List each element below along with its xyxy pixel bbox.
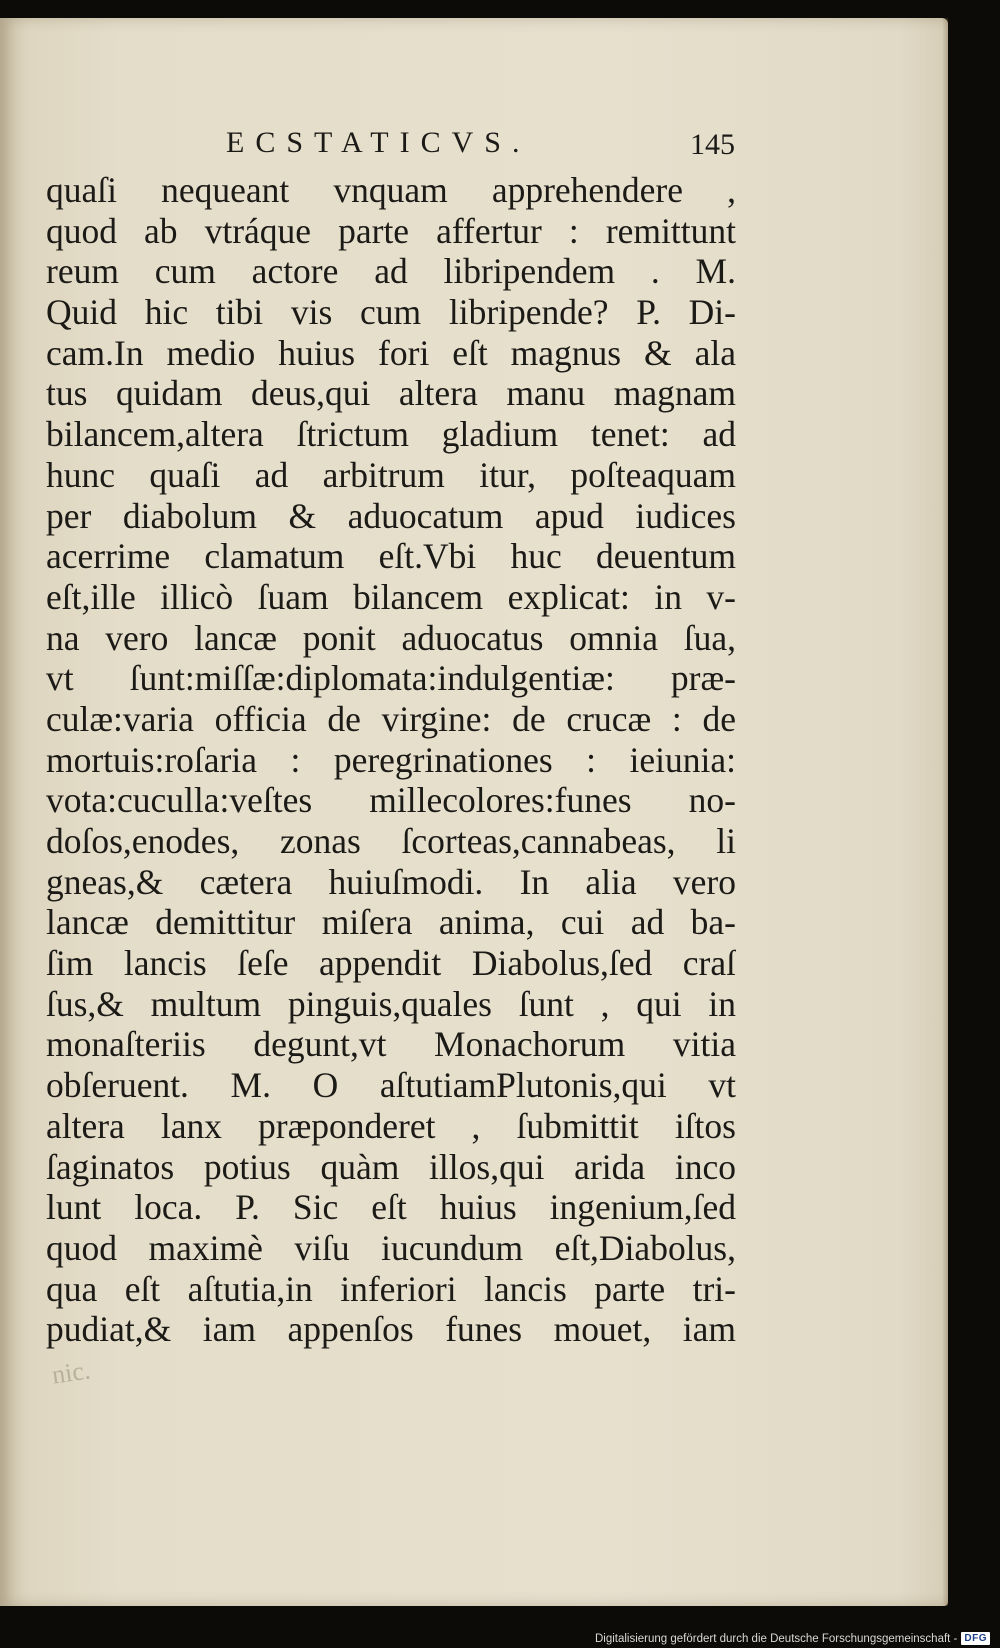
text-line: culæ:varia officia de virgine: de crucæ : de — [46, 698, 736, 739]
text-line: vt ſunt:miſſæ:diplomata:indulgentiæ: præ- — [46, 658, 736, 699]
text-line: monaſteriis degunt,vt Monachorum vitia — [46, 1024, 736, 1065]
text-line: per diabolum & aduocatum apud iudices — [46, 495, 736, 536]
text-line: altera lanx præponderet , ſubmittit iſtos — [46, 1105, 736, 1146]
text-line: pudiat,& iam appenſos funes mouet, iam — [46, 1309, 736, 1350]
text-line: obſeruent. M. O aſtutiamPlutonis,qui vt — [46, 1065, 736, 1106]
ink-offset-mark: nic. — [50, 1355, 93, 1390]
text-line: ſim lancis ſeſe appendit Diabolus,ſed craſ — [46, 943, 736, 984]
text-line: quod ab vtráque parte affertur : remittunt — [46, 210, 736, 251]
text-line: na vero lancæ ponit aduocatus omnia ſua, — [46, 617, 736, 658]
digitization-credit — [595, 1632, 990, 1645]
text-line: lunt loca. P. Sic eſt huius ingenium,ſed — [46, 1187, 736, 1228]
text-line: mortuis:roſaria : peregrinationes : ieiunia: — [46, 739, 736, 780]
text-line: cam.In medio huius fori eſt magnus & ala — [46, 332, 736, 373]
text-line: reum cum actore ad libripendem . M. — [46, 251, 736, 292]
text-line: ſaginatos potius quàm illos,qui arida inco — [46, 1146, 736, 1187]
running-head: ECSTATICVS. — [226, 126, 531, 159]
text-line: eſt,ille illicò ſuam bilancem explicat: in v- — [46, 576, 736, 617]
text-line: ſus,& multum pinguis,quales ſunt , qui in — [46, 983, 736, 1024]
text-line: quod maximè viſu iucundum eſt,Diabolus, — [46, 1227, 736, 1268]
text-line: Quid hic tibi vis cum libripende? P. Di- — [46, 292, 736, 333]
text-line: vota:cuculla:veſtes millecolores:funes no- — [46, 780, 736, 821]
page-number: 145 — [690, 128, 735, 161]
body-text — [46, 170, 736, 1350]
book-page — [0, 18, 948, 1606]
text-line: lancæ demittitur miſera anima, cui ad ba- — [46, 902, 736, 943]
credit-text: Digitalisierung gefördert durch die Deutsche Forschungsgemeinschaft - — [594, 1632, 958, 1645]
text-line: gneas,& cætera huiuſmodi. In alia vero — [46, 861, 736, 902]
text-line: hunc quaſi ad arbitrum itur, poſteaquam — [46, 454, 736, 495]
text-line: doſos,enodes, zonas ſcorteas,cannabeas, li — [46, 821, 736, 861]
text-line: qua eſt aſtutia,in inferiori lancis parte tri- — [46, 1268, 736, 1309]
text-line: tus quidam deus,qui altera manu magnam — [46, 373, 736, 414]
text-line: quaſi nequeant vnquam apprehendere , — [46, 170, 736, 210]
dfg-logo-icon: DFG — [961, 1632, 990, 1645]
text-line: bilancem,altera ſtrictum gladium tenet: ad — [46, 414, 736, 455]
text-line: acerrime clamatum eſt.Vbi huc deuentum — [46, 536, 736, 577]
